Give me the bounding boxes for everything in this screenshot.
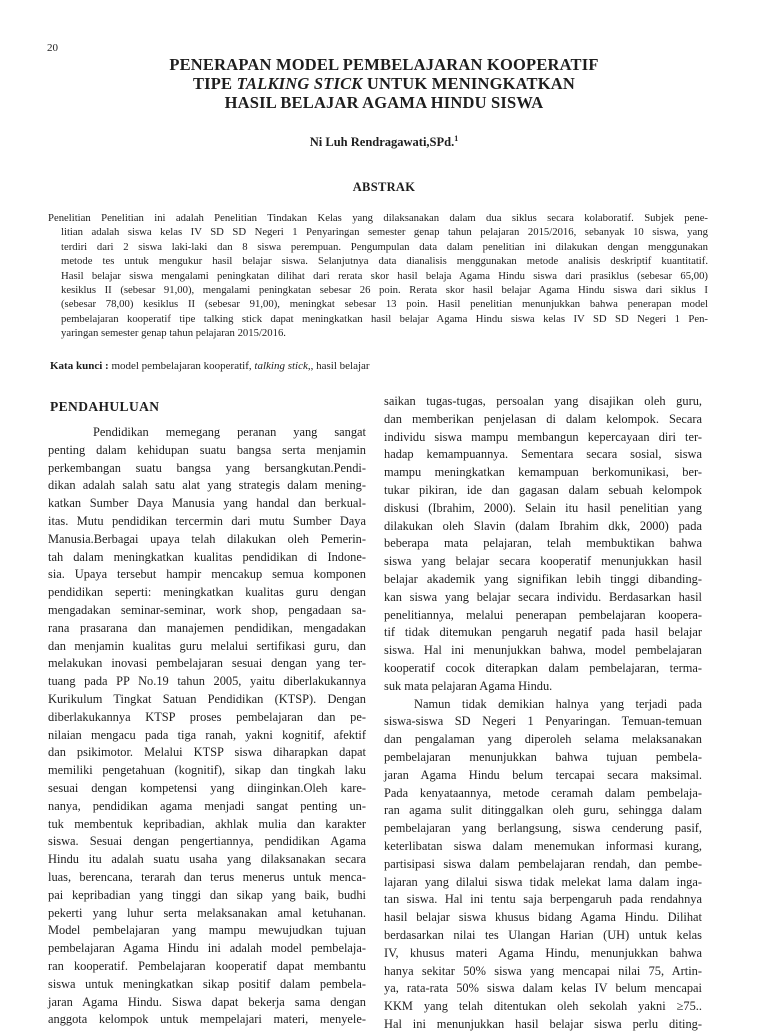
title-line-3: HASIL BELAJAR AGAMA HINDU SISWA xyxy=(224,93,544,112)
title-line-1: PENERAPAN MODEL PEMBELAJARAN KOOPERATIF xyxy=(169,55,599,74)
paragraph-line: dan pengalaman yang diperoleh selama melaksanakan xyxy=(384,732,702,747)
paragraph-line: tukar pikiran, ide dan gagasan dalam sebuah kelompok xyxy=(384,482,702,497)
paragraph-line: sesuai dengan kompetensi yang diinginkan.Oleh kare- xyxy=(48,780,366,795)
keywords-part-1: model pembelajaran kooperatif, xyxy=(108,360,255,372)
paragraph-line: jaran Agama Hindu belum tercapai secara maksimal. xyxy=(384,767,702,782)
paragraph-line: diberlakukannya KTSP proses pembelajaran dan pe- xyxy=(48,709,366,724)
paragraph-line: hanya sekitar 50% siswa yang mencapai nilai 75, Artin- xyxy=(384,963,702,978)
paragraph-line: keterlibatan siswa dalam menemukan informasi kurang, xyxy=(384,838,702,853)
author-name: Ni Luh Rendragawati,SPd. xyxy=(309,135,455,150)
paragraph-line: siswa-siswa SD Negeri 1 Penyaringan. Temuan-temuan xyxy=(384,714,702,729)
paragraph-line: siswa. Hal ini menunjukkan bahwa, model pembelajaran xyxy=(384,643,702,658)
paragraph-line: tuk membentuk kepribadian, akhlak mulia dan karakter xyxy=(48,816,366,831)
paragraph-line: kan siswa yang belajar secara individu. Berdasarkan hasil xyxy=(384,589,702,604)
paragraph-line: mampu meningkatkan kemampuan berkomunikasi, ber- xyxy=(384,465,702,480)
paragraph-line: ran kooperatif. Pembelajaran kooperatif dapat membantu xyxy=(48,958,366,973)
abstract-line: Penelitian Penelitian ini adalah Penelitian Tindakan Kelas yang dilaksanakan dalam dua siklus secara kolaboratif. Subjek pene- xyxy=(48,212,708,224)
paragraph-line: ran agama sulit ditinggalkan oleh guru, sehingga dalam xyxy=(384,803,702,818)
paragraph-line: nilaian mengacu pada tiga ranah, yakni kognitif, afektif xyxy=(48,727,366,742)
paragraph-line: Manusia.Berbagai upaya telah dilakukan oleh Pemerin- xyxy=(48,531,366,546)
author-footnote-mark: 1 xyxy=(454,134,459,143)
abstract-line: pembelajaran kooperatif tipe talking stick dapat meningkatkan hasil belajar Agama Hindu siswa kelas IV SD SD Negeri 1 Pen- xyxy=(61,312,708,325)
paragraph-line: siswa untuk meningkatkan sikap positif dalam pembela- xyxy=(48,976,366,991)
section-heading-pendahuluan: PENDAHULUAN xyxy=(50,399,160,414)
abstract-line: yaringan semester genap tahun pelajaran 2015/2016. xyxy=(61,327,286,340)
right-column-text xyxy=(384,393,702,1034)
title-line-2-prefix: TIPE xyxy=(192,74,237,93)
title-line-2-italic: TALKING STICK xyxy=(236,74,363,93)
left-column-text xyxy=(48,424,366,1029)
keywords-italic: talking stick xyxy=(254,360,308,372)
paragraph-line: anggota kelompok untuk mempelajari materi, menyele- xyxy=(48,1012,366,1027)
paragraph-line: siswa. Sesuai dengan pengertiannya, pendidikan Agama xyxy=(48,834,366,849)
paragraph-line: memiliki pengetahuan (kognitif), sikap dan tingkah laku xyxy=(48,763,366,778)
paragraph-line: pembelajaran yang berlangsung, siswa cenderung pasif, xyxy=(384,821,702,836)
paragraph-line: siswa yang belajar secara kooperatif menunjukkan hasil xyxy=(384,554,702,569)
paragraph-line: hadap kemampuannya. Sementara secara sosial, siswa xyxy=(384,447,702,462)
keywords-label: Kata kunci : xyxy=(50,360,109,372)
paragraph-line: Namun tidak demikian halnya yang terjadi pada xyxy=(414,696,702,711)
paragraph-line: dikan adalah salah satu alat yang strategis dalam mening- xyxy=(48,478,366,493)
abstract-line: kesiklus II (sebesar 91,00), mengalami peningkatan sebesar 26 poin. Rerata skor hasil belajar Agama Hindu siswa dari siklus I xyxy=(61,284,708,297)
paragraph-line: rana prasarana dan manajemen pendidikan, mengadakan xyxy=(48,620,366,635)
paragraph-line: beberapa mata pelajaran, telah membuktikan bahwa xyxy=(384,536,702,551)
title-line-2 xyxy=(60,74,708,93)
page-number: 20 xyxy=(47,42,58,54)
paragraph-line: tan siswa. Hal ini tentu saja berpengaruh pada rendahnya xyxy=(384,892,702,907)
paragraph-line: Hindu itu adalah suatu usaha yang dilaksanakan secara xyxy=(48,852,366,867)
right-column xyxy=(384,393,702,1034)
paragraph-line: perkembangan suatu bangsa yang bersangkutan.Pendi- xyxy=(48,460,366,475)
paragraph-line: pai kepribadian yang tinggi dan sikap yang baik, budhi xyxy=(48,887,366,902)
abstract-heading: ABSTRAK xyxy=(352,180,416,194)
paragraph-line: dan psikimotor. Melalui KTSP siswa diharapkan dapat xyxy=(48,745,366,760)
paragraph-line: jaran Agama Hindu. Siswa dapat bekerja sama dengan xyxy=(48,994,366,1009)
paragraph-line: Pendidikan memegang peranan yang sangat xyxy=(93,425,366,439)
paragraph-line: Kurikulum Tingkat Satuan Pendidikan (KTSP). Dengan xyxy=(48,691,366,706)
paragraph-line: KKM yang telah ditentukan oleh sekolah yakni ≥75.. xyxy=(384,999,702,1014)
paragraph-line: pembelajaran menunjukkan bahwa tujuan pembela- xyxy=(384,749,702,764)
paragraph-line: dilakukan oleh Slavin (dalam Ibrahim dkk, 2000) pada xyxy=(384,518,702,533)
paragraph-line: katkan Sumber Daya Manusia yang handal dan berkual- xyxy=(48,496,366,511)
paragraph-line: pekerti yang luhur serta melaksanakan amal ketuhanan. xyxy=(48,905,366,920)
paragraph-line: kooperatif cocok diterapkan dalam pembelajaran, terma- xyxy=(384,660,702,675)
paper-title xyxy=(60,55,708,112)
paragraph-line: ya, rata-rata 50% siswa dalam kelas IV belum mencapai xyxy=(384,981,702,996)
paragraph-line: mengadakan seminar-seminar, work shop, pengadaan sa- xyxy=(48,602,366,617)
title-line-2-suffix: UNTUK MENINGKATKAN xyxy=(362,74,576,93)
paragraph-line: nanya, pendidikan agama menjadi sangat penting un- xyxy=(48,798,366,813)
paragraph-line: sia. Upaya tersebut hampir mencakup semua komponen xyxy=(48,567,366,582)
paragraph-line: Pada kenyataannya, metode ceramah dalam pembelaja- xyxy=(384,785,702,800)
paragraph-line: pembelajaran Agama Hindu ini adalah model pembelaja- xyxy=(48,941,366,956)
keywords-part-2: ,, hasil belajar xyxy=(307,360,370,372)
paragraph-line: saikan tugas-tugas, persoalan yang disajikan oleh guru, xyxy=(384,394,702,408)
paragraph-line: dan menjamin kualitas guru melalui sertifikasi guru, dan xyxy=(48,638,366,653)
paragraph-line: itas. Mutu pendidikan tercermin dari mutu Sumber Daya xyxy=(48,513,366,528)
abstract-line: terdiri dari 2 siswa laki-laki dan 8 siswa perempuan. Pengumpulan data dalam penelitian ini dilakukan dengan menggunakan xyxy=(61,240,708,253)
paragraph-line: tuang pada PP No.19 tahun 2005, yaitu diberlakukannya xyxy=(48,674,366,689)
abstract-line: Hasil belajar siswa mengalami peningkatan dilihat dari rerata skor hasil belaja Agama Hindu siswa dari prasiklus (sebesar 65,00) xyxy=(61,269,708,282)
paragraph-line: belajar akademik yang signifikan lebih tinggi dibanding- xyxy=(384,571,702,586)
paragraph-line: melakukan inovasi pembelajaran sesuai dengan yang ter- xyxy=(48,656,366,671)
abstract-line: litian adalah siswa kelas IV SD SD Negeri 1 Penyaringan semester genap tahun pelajaran 2015/2016, sebanyak 10 siswa, yang xyxy=(61,226,708,239)
paragraph-line: IV, khusus materi Agama Hindu, menunjukkan bahwa xyxy=(384,945,702,960)
paragraph-line: individu siswa mampu membangun kepercayaan diri ter- xyxy=(384,429,702,444)
paragraph-line: dan memberikan penjelasan di dalam kelompok. Secara xyxy=(384,411,702,426)
paragraph-line: suk mata pelajaran Agama Hindu. xyxy=(384,678,553,693)
paragraph-line: tif tidak ditemukan pengaruh negatif pada hasil belajar xyxy=(384,625,702,640)
paragraph-line: Hal ini menunjukkan hasil belajar siswa perlu diting- xyxy=(384,1016,702,1031)
abstract-body xyxy=(48,211,708,341)
paragraph-line: diskusi (Ibrahim, 2000). Selain itu hasil penelitian yang xyxy=(384,500,702,515)
author xyxy=(60,134,708,150)
paragraph-line: partisipasi siswa dalam pembelajaran rendah, dan pembe- xyxy=(384,856,702,871)
paragraph-line: pendidikan seperti: meningkatkan kualitas guru dengan xyxy=(48,585,366,600)
paragraph-line: penting dalam kehidupan suatu bangsa serta menjamin xyxy=(48,442,366,457)
paragraph-line: hasil belajar siswa khusus bidang Agama Hindu. Dilihat xyxy=(384,910,702,925)
paragraph-line: lajaran yang dilalui siswa tidak melekat lama dalam inga- xyxy=(384,874,702,889)
paragraph-line: berdasarkan nilai tes Ulangan Harian (UH) untuk kelas xyxy=(384,927,702,942)
abstract-line: metode tes untuk mengukur hasil belajar siswa. Selanjutnya data dianalisis menggunakan metode analisis deskriptif kuantitatif. xyxy=(61,255,708,268)
paragraph-line: penelitiannya, melalui penerapan pembelajaran koopera- xyxy=(384,607,702,622)
paragraph-line: luas, berencana, terarah dan terus menerus untuk menca- xyxy=(48,869,366,884)
abstract-line: (sebesar 78,00) kesiklus II (sebesar 91,00), meningkat sebesar 13 poin. Hasil penelitian menunjukkan bahwa penerapan model xyxy=(61,298,708,311)
keywords xyxy=(50,360,370,372)
left-column xyxy=(48,398,366,1029)
paragraph-line: tah dalam meningkatkan kualitas pendidikan di Indone- xyxy=(48,549,366,564)
paragraph-line: Model pembelajaran yang mampu mewujudkan tujuan xyxy=(48,923,366,938)
